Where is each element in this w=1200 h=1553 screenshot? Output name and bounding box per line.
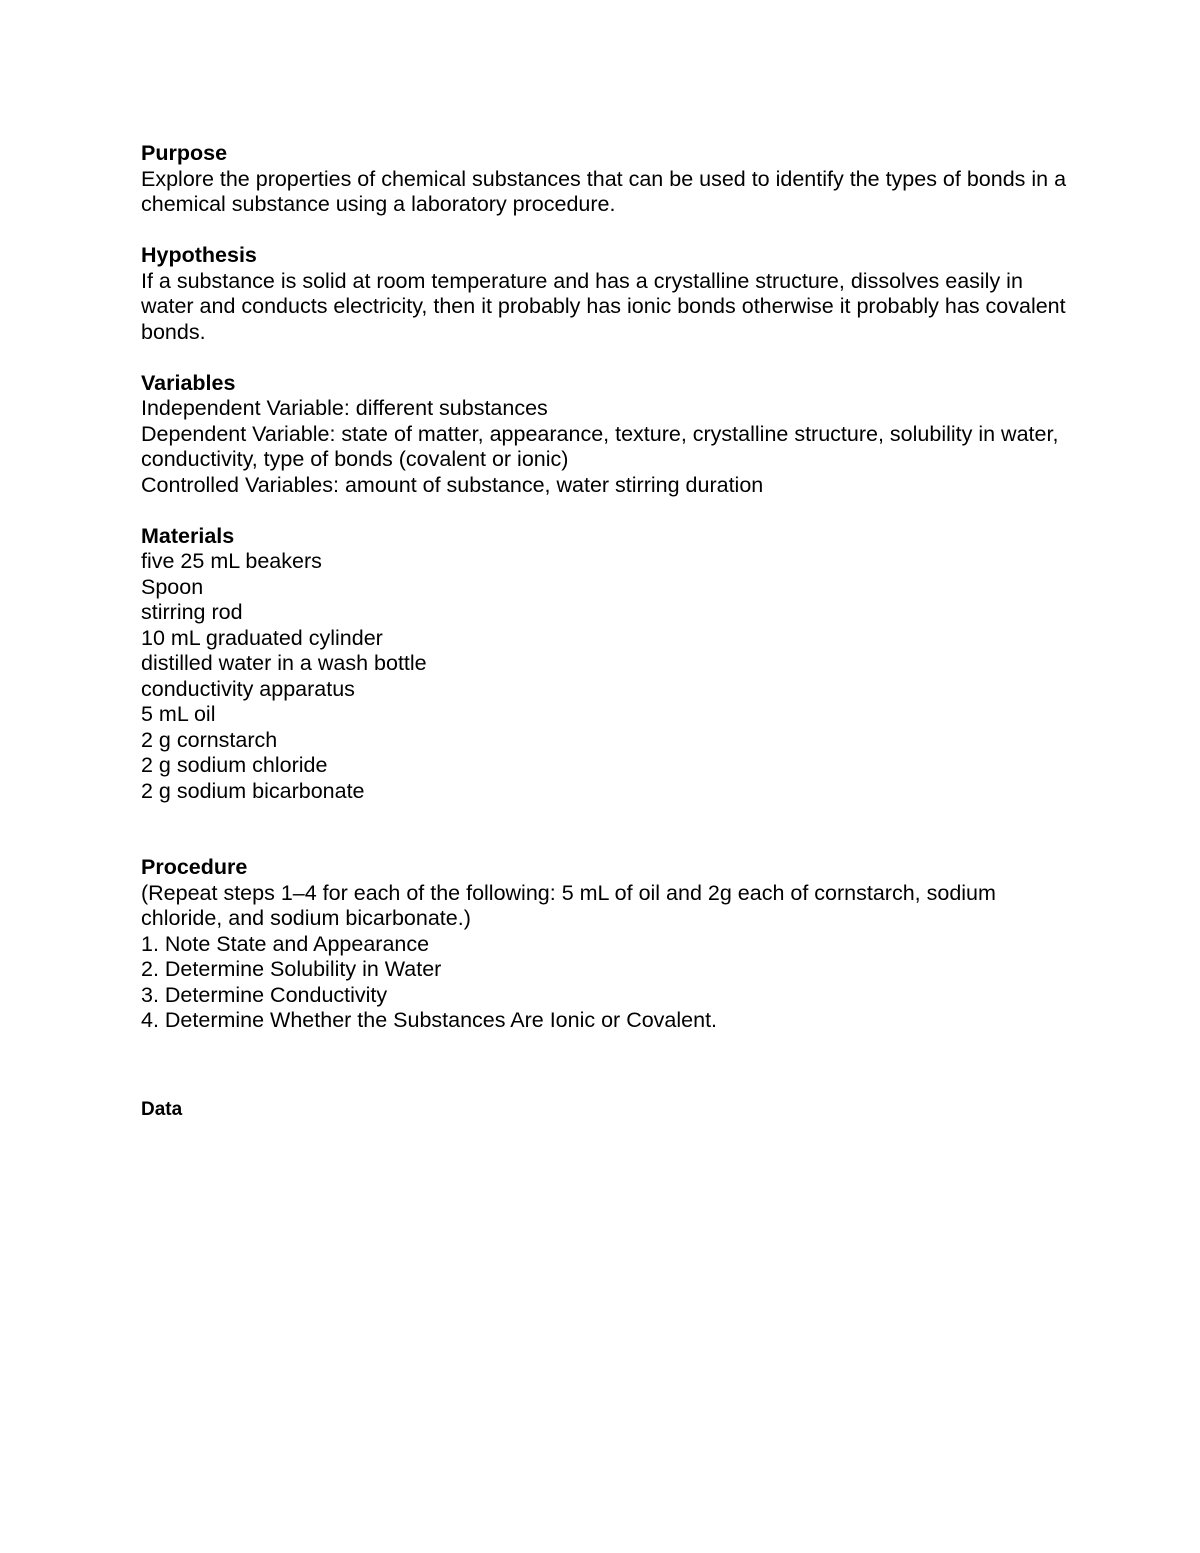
purpose-section (141, 141, 1071, 218)
materials-item: 2 g sodium chloride (141, 753, 328, 777)
materials-item: conductivity apparatus (141, 676, 355, 701)
document-page (141, 141, 1071, 1122)
hypothesis-text: If a substance is solid at room temperature and has a crystalline structure, dissolves easily in water and conducts electricity, then it probably has ionic bonds otherwise it probably has covalent bonds. (141, 268, 1066, 344)
variables-section (141, 371, 1071, 499)
variables-heading: Variables (141, 370, 236, 395)
hypothesis-heading: Hypothesis (141, 243, 257, 267)
materials-item: five 25 mL beakers (141, 549, 322, 573)
procedure-note: (Repeat steps 1–4 for each of the following: 5 mL of oil and 2g each of cornstarch, sodium chloride, and sodium bicarbonate.) (141, 880, 996, 930)
procedure-step: 3. Determine Conductivity (141, 982, 388, 1007)
materials-item: 10 mL graduated cylinder (141, 625, 383, 650)
purpose-text: Explore the properties of chemical substances that can be used to identify the types of bonds in a chemical substance using a laboratory procedure. (141, 166, 1067, 216)
hypothesis-section (141, 243, 1071, 345)
independent-variable: Independent Variable: different substances (141, 396, 548, 420)
purpose-heading: Purpose (141, 141, 228, 165)
materials-section (141, 524, 1071, 805)
procedure-step: 1. Note State and Appearance (141, 931, 430, 956)
materials-item: 5 mL oil (141, 702, 216, 726)
materials-item: 2 g cornstarch (141, 727, 278, 752)
materials-item: distilled water in a wash bottle (141, 651, 427, 675)
procedure-step: 4. Determine Whether the Substances Are Ionic or Covalent. (141, 1008, 718, 1032)
procedure-section (141, 855, 1071, 1034)
materials-item: 2 g sodium bicarbonate (141, 778, 365, 803)
data-section (141, 1097, 1071, 1123)
materials-item: Spoon (141, 574, 204, 599)
materials-item: stirring rod (141, 600, 243, 624)
procedure-step: 2. Determine Solubility in Water (141, 957, 442, 981)
materials-heading: Materials (141, 523, 235, 548)
dependent-variable: Dependent Variable: state of matter, appearance, texture, crystalline structure, solubility in water, conductivity, type of bonds (covalent or ionic) (141, 421, 1059, 471)
data-heading: Data (141, 1098, 183, 1120)
controlled-variables: Controlled Variables: amount of substance, water stirring duration (141, 472, 764, 497)
procedure-heading: Procedure (141, 855, 248, 879)
